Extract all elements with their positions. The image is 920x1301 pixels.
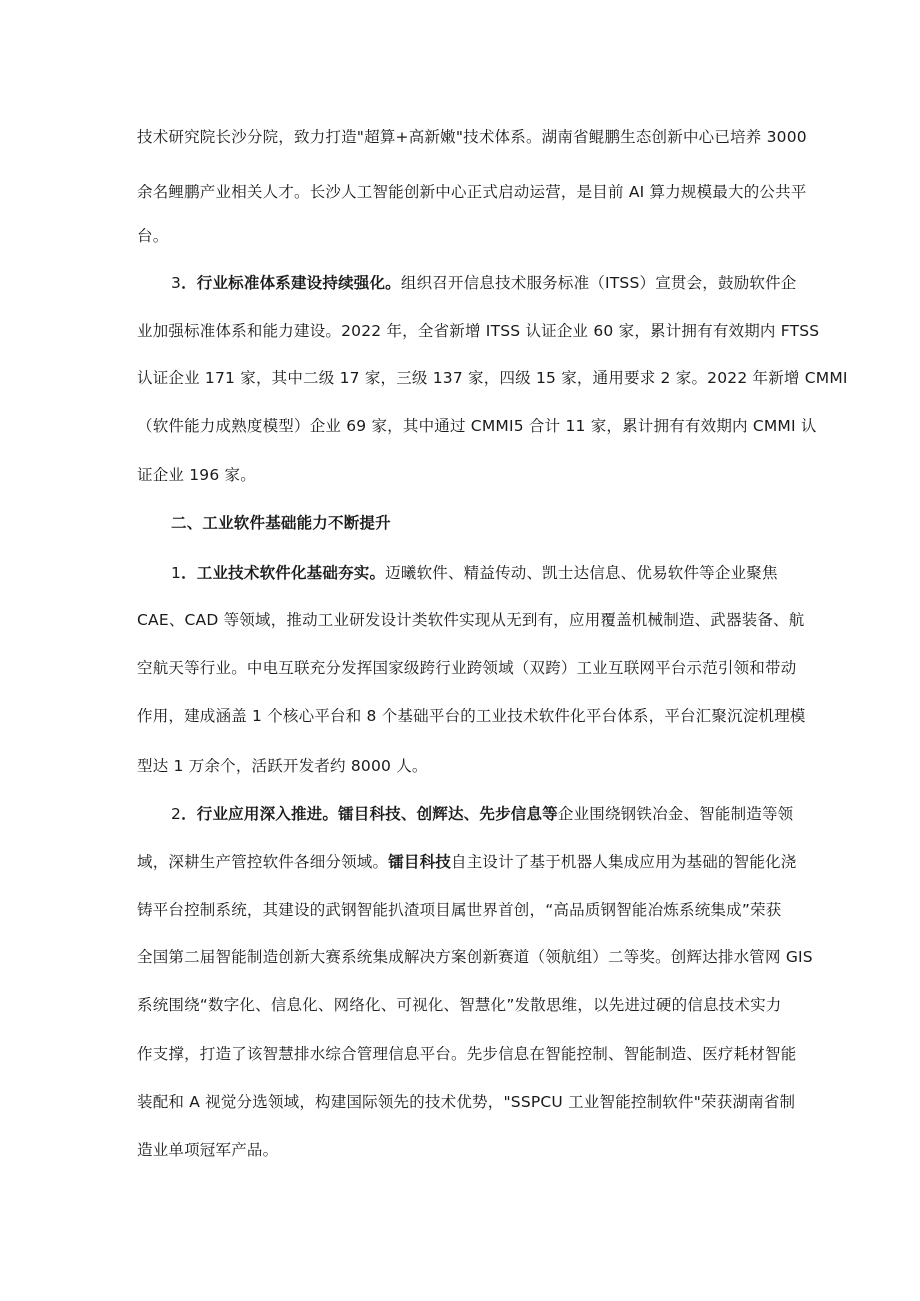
paragraph-2-first-line bbox=[171, 804, 793, 824]
paragraph-1-first-line bbox=[171, 563, 778, 583]
text-line: 认证企业 171 家，其中二级 17 家，三级 137 家，四级 15 家，通用要求 2 家。2022 年新增 CMMI bbox=[137, 369, 848, 387]
section-heading: 二、工业软件基础能力不断提升 bbox=[171, 514, 391, 532]
text-line: （软件能力成熟度模型）企业 69 家，其中通过 CMMI5 合计 11 家，累计拥有有效期内 CMMI 认 bbox=[137, 417, 817, 435]
text-line: 证企业 196 家。 bbox=[137, 466, 256, 484]
text-line: 业加强标准体系和能力建设。2022 年，全省新增 ITSS 认证企业 60 家，累计拥有有效期内 FTSS bbox=[137, 322, 820, 340]
text-line: 余名鲤鹏产业相关人才。长沙人工智能创新中心正式启动运营，是目前 AI 算力规模最大的公共平 bbox=[137, 183, 807, 201]
text-line: 装配和 A 视觉分选领域，构建国际领先的技术优势，"SSPCU 工业智能控制软件"荣获湖南省制 bbox=[137, 1093, 796, 1111]
paragraph-lead: ．行业应用深入推进。镭目科技、创辉达、先步信息等 bbox=[181, 805, 558, 823]
text-run: 域，深耕生产管控软件各细分领域。 bbox=[137, 853, 389, 871]
text-run: 迈曦软件、精益传动、凯士达信息、优易软件等企业聚焦 bbox=[385, 564, 778, 582]
text-line: 型达 1 万余个，活跃开发者约 8000 人。 bbox=[137, 757, 428, 775]
paragraph-lead: ．工业技术软件化基础夯实。 bbox=[181, 564, 386, 582]
text-line: 作支撑，打造了该智慧排水综合管理信息平台。先步信息在智能控制、智能制造、医疗耗材智能 bbox=[137, 1045, 797, 1063]
company-name-bold: 镭目科技 bbox=[388, 853, 452, 871]
text-line-with-bold bbox=[137, 852, 796, 872]
text-line: 作用，建成涵盖 1 个核心平台和 8 个基础平台的工业技术软件化平台体系，平台汇聚沉淀机理模 bbox=[137, 707, 806, 725]
text-line: 造业单项冠军产品。 bbox=[137, 1141, 279, 1159]
text-line: 技术研究院长沙分院，致力打造"超算+高新嫩"技术体系。湖南省鲲鹏生态创新中心已培养 3000 bbox=[137, 128, 807, 146]
text-line: CAE、CAD 等领域，推动工业研发设计类软件实现从无到有，应用覆盖机械制造、武器装备、航 bbox=[137, 611, 805, 629]
text-line: 全国第二届智能制造创新大赛系统集成解决方案创新赛道（领航组）二等奖。创辉达排水管网 GIS bbox=[137, 948, 813, 966]
text-run: 自主设计了基于机器人集成应用为基础的智能化浇 bbox=[451, 853, 797, 871]
text-line: 系统围绕“数字化、信息化、网络化、可视化、智慧化”发散思维，以先进过硬的信息技术实力 bbox=[137, 996, 782, 1014]
list-number: 3 bbox=[171, 274, 182, 292]
text-run: 组织召开信息技术服务标准（ITSS）宣贯会，鼓励软件企 bbox=[400, 274, 797, 292]
paragraph-lead: ．行业标准体系建设持续强化。 bbox=[181, 274, 401, 292]
list-number: 1 bbox=[171, 564, 182, 582]
text-run: 企业围绕钢铁冶金、智能制造等领 bbox=[557, 805, 794, 823]
list-number: 2 bbox=[171, 805, 182, 823]
paragraph-3-first-line bbox=[171, 273, 797, 293]
text-line: 铸平台控制系统，其建设的武钢智能扒渣项目属世界首创，“高品质钢智能冶炼系统集成”荣获 bbox=[137, 901, 782, 919]
text-line: 台。 bbox=[137, 227, 169, 245]
text-line: 空航天等行业。中电互联充分发挥国家级跨行业跨领域（双跨）工业互联网平台示范引领和带动 bbox=[137, 659, 797, 677]
